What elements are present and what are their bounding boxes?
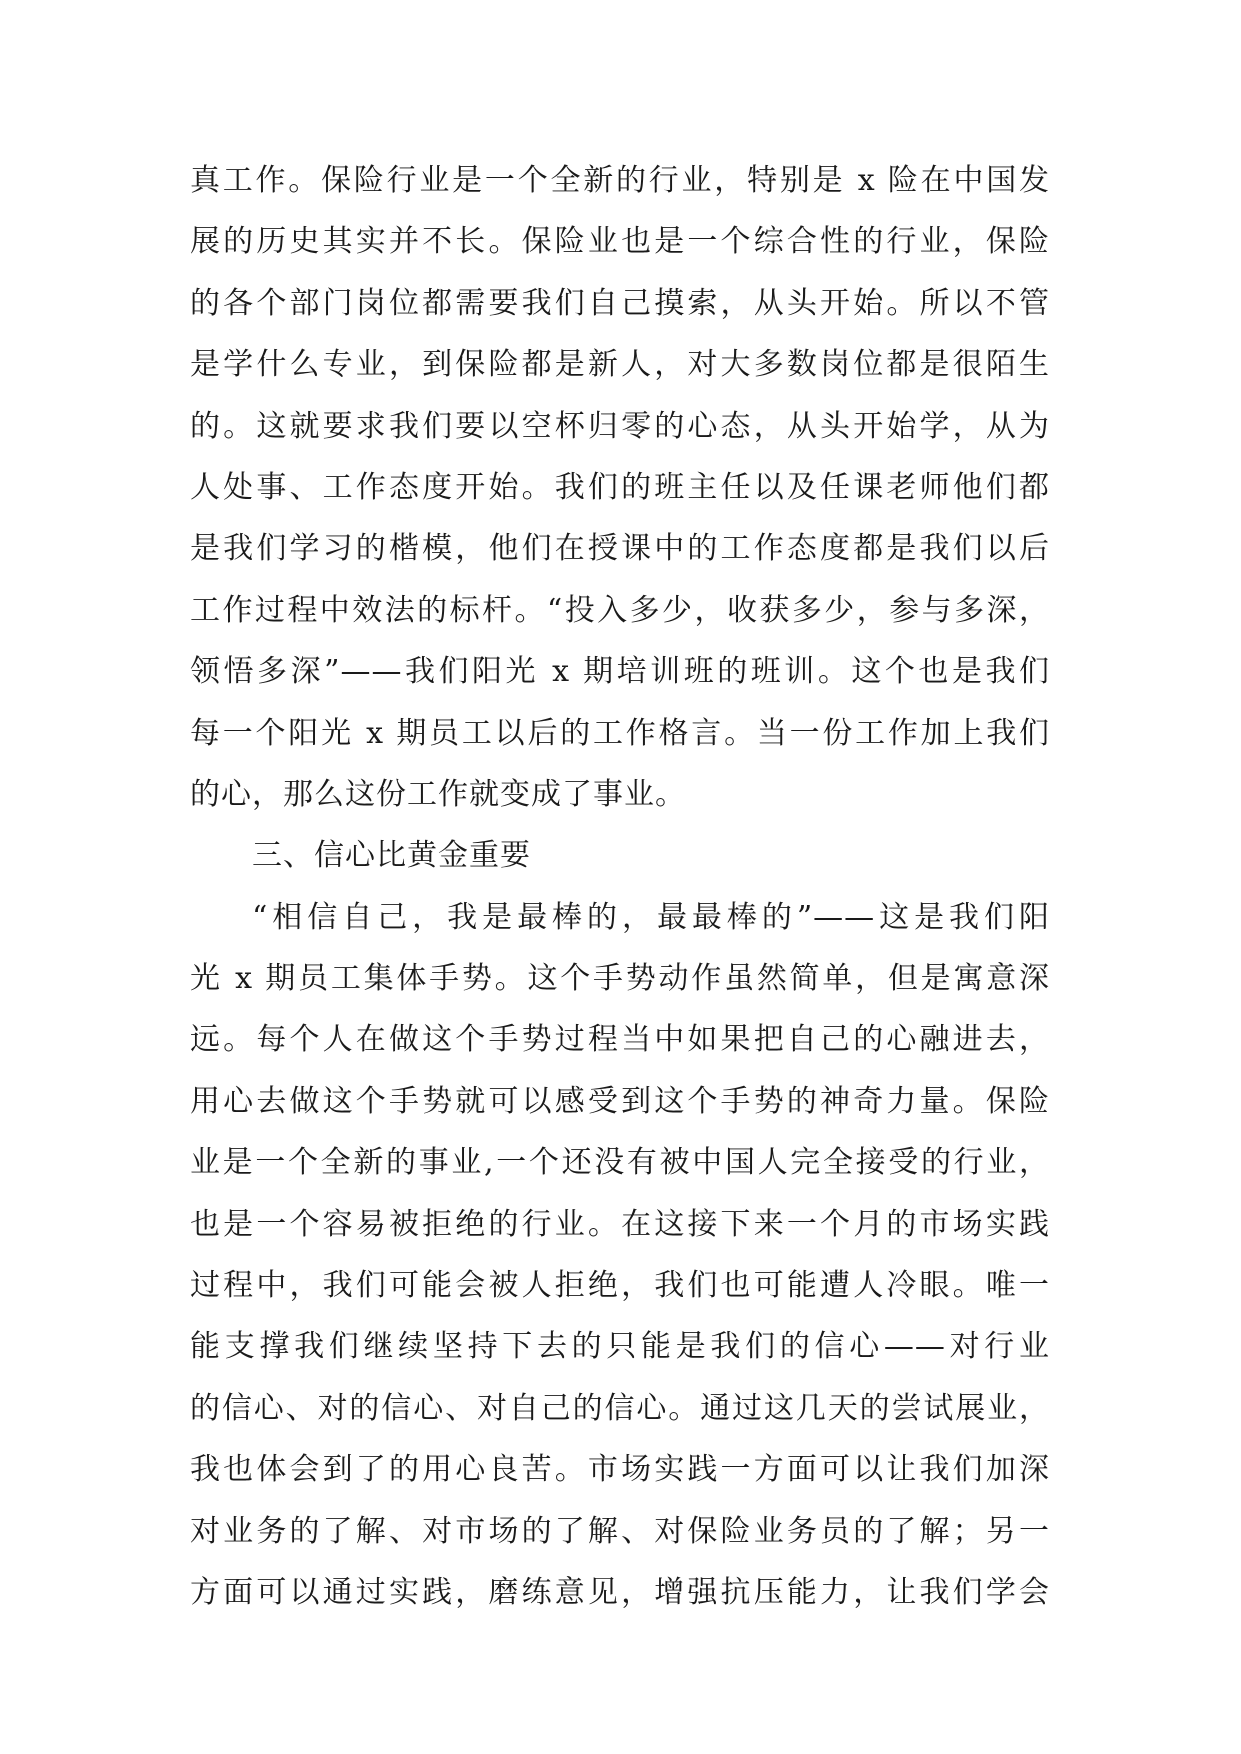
body-text [190, 150, 1050, 1623]
text-line: 是我们学习的楷模，他们在授课中的工作态度都是我们以后 [190, 531, 1050, 567]
text-line: 的心，那么这份工作就变成了事业。 [190, 776, 686, 812]
section-heading: 三、信心比黄金重要 [252, 838, 531, 874]
text-line: 我也体会到了的用心良苦。市场实践一方面可以让我们加深 [190, 1452, 1050, 1488]
text-line: 人处事、工作态度开始。我们的班主任以及任课老师他们都 [190, 469, 1050, 505]
text-line: 每一个阳光 x 期员工以后的工作格言。当一份工作加上我们 [190, 715, 1050, 751]
text-line: 光 x 期员工集体手势。这个手势动作虽然简单，但是寓意深 [190, 961, 1050, 997]
text-line: 业是一个全新的事业,一个还没有被中国人完全接受的行业， [190, 1145, 1050, 1181]
text-line: 的各个部门岗位都需要我们自己摸索，从头开始。所以不管 [190, 285, 1050, 321]
text-line: 过程中，我们可能会被人拒绝，我们也可能遭人冷眼。唯一 [190, 1268, 1050, 1304]
text-line: 远。每个人在做这个手势过程当中如果把自己的心融进去， [190, 1022, 1050, 1058]
text-line: 用心去做这个手势就可以感受到这个手势的神奇力量。保险 [190, 1083, 1050, 1119]
text-line: 展的历史其实并不长。保险业也是一个综合性的行业，保险 [190, 224, 1050, 260]
text-line: 也是一个容易被拒绝的行业。在这接下来一个月的市场实践 [190, 1206, 1050, 1242]
text-line: 的。这就要求我们要以空杯归零的心态，从头开始学，从为 [190, 408, 1050, 444]
text-line: 真工作。保险行业是一个全新的行业，特别是 x 险在中国发 [190, 163, 1050, 198]
text-line: 对业务的了解、对市场的了解、对保险业务员的了解；另一 [190, 1513, 1050, 1549]
text-line: 的信心、对的信心、对自己的信心。通过这几天的尝试展业， [190, 1390, 1050, 1426]
paragraph-first-line: “相信自己，我是最棒的，最最棒的”——这是我们阳 [252, 899, 1050, 935]
text-line: 方面可以通过实践，磨练意见，增强抗压能力，让我们学会 [190, 1574, 1050, 1610]
text-line: 工作过程中效法的标杆。“投入多少，收获多少，参与多深， [190, 592, 1050, 628]
text-line: 是学什么专业，到保险都是新人，对大多数岗位都是很陌生 [190, 347, 1050, 383]
text-line: 能支撑我们继续坚持下去的只能是我们的信心——对行业 [190, 1329, 1050, 1365]
text-line: 领悟多深”——我们阳光 x 期培训班的班训。这个也是我们 [190, 654, 1050, 690]
